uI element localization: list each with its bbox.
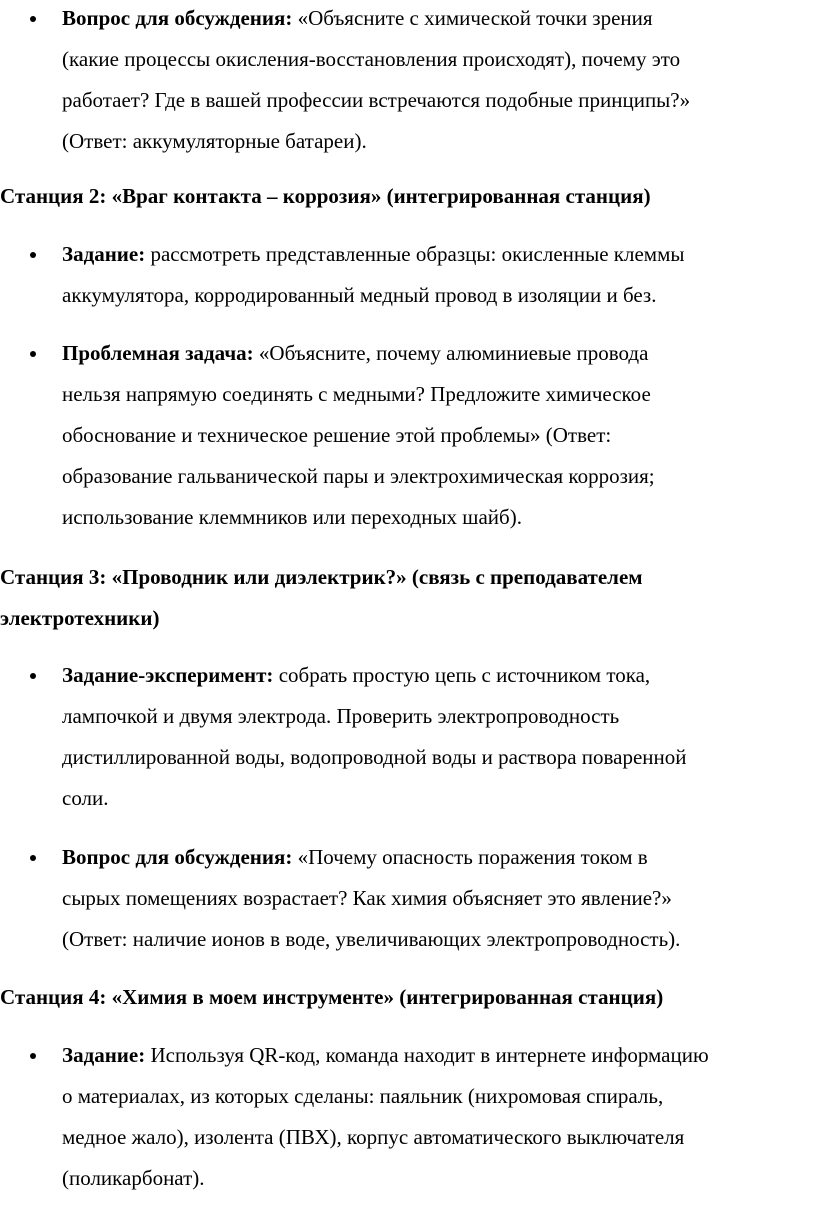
- text-line: сырых помещениях возрастает? Как химия объясняет это явление?»: [62, 886, 672, 910]
- station-4-heading: [0, 977, 816, 1018]
- text-line: обоснование и техническое решение этой проблемы» (Ответ:: [62, 423, 612, 447]
- text-line: (какие процессы окисления-восстановления происходят), почему это: [62, 47, 681, 71]
- text-line: «Объясните с химической точки зрения: [297, 6, 653, 30]
- bullet-text: [62, 1035, 816, 1199]
- bullet-marker: [30, 1053, 36, 1059]
- bullet-label: Задание-эксперимент:: [62, 663, 274, 687]
- heading-line: Станция 3: «Проводник или диэлектрик?» (связь с преподавателем: [0, 565, 643, 589]
- station-3-heading: [0, 557, 816, 639]
- text-line: нельзя напрямую соединять с медными? Предложите химическое: [62, 382, 651, 406]
- heading-line: электротехники): [0, 606, 160, 630]
- bullet-label: Вопрос для обсуждения:: [62, 6, 293, 30]
- bullet-label: Задание:: [62, 1043, 146, 1067]
- bullet-marker: [30, 16, 36, 22]
- text-line: рассмотреть представленные образцы: окисленные клеммы: [150, 242, 685, 266]
- text-line: образование гальванической пары и электрохимическая коррозия;: [62, 464, 655, 488]
- text-line: «Объясните, почему алюминиевые провода: [258, 341, 649, 365]
- text-line: лампочкой и двумя электрода. Проверить электропроводность: [62, 704, 620, 728]
- heading-line: Станция 4: «Химия в моем инструменте» (интегрированная станция): [0, 985, 664, 1009]
- bullet-label: Вопрос для обсуждения:: [62, 845, 293, 869]
- bullet-text: [62, 837, 816, 960]
- text-line: использование клеммников или переходных шайб).: [62, 505, 522, 529]
- text-line: медное жало), изолента (ПВХ), корпус автоматического выключателя: [62, 1125, 685, 1149]
- bullet-label: Задание:: [62, 242, 146, 266]
- bullet-text: [62, 655, 816, 819]
- bullet-text: [62, 234, 816, 316]
- heading-line: Станция 2: «Враг контакта – коррозия» (интегрированная станция): [0, 184, 651, 208]
- bullet-text: [62, 0, 816, 162]
- text-line: (поликарбонат).: [62, 1166, 205, 1190]
- text-line: «Почему опасность поражения током в: [297, 845, 648, 869]
- text-line: собрать простую цепь с источником тока,: [278, 663, 651, 687]
- text-line: Используя QR-код, команда находит в интернете информацию: [150, 1043, 709, 1067]
- text-line: работает? Где в вашей профессии встречаются подобные принципы?»: [62, 88, 691, 112]
- bullet-marker: [30, 351, 36, 357]
- bullet-marker: [30, 252, 36, 258]
- bullet-label: Проблемная задача:: [62, 341, 254, 365]
- text-line: о материалах, из которых сделаны: паяльник (нихромовая спираль,: [62, 1084, 664, 1108]
- text-line: дистиллированной воды, водопроводной воды и раствора поваренной: [62, 745, 687, 769]
- bullet-marker: [30, 855, 36, 861]
- text-line: (Ответ: аккумуляторные батареи).: [62, 129, 367, 153]
- text-line: аккумулятора, корродированный медный провод в изоляции и без.: [62, 283, 657, 307]
- bullet-marker: [30, 673, 36, 679]
- bullet-text: [62, 333, 816, 538]
- text-line: соли.: [62, 786, 109, 810]
- text-line: (Ответ: наличие ионов в воде, увеличивающих электропроводность).: [62, 927, 681, 951]
- station-2-heading: [0, 176, 816, 217]
